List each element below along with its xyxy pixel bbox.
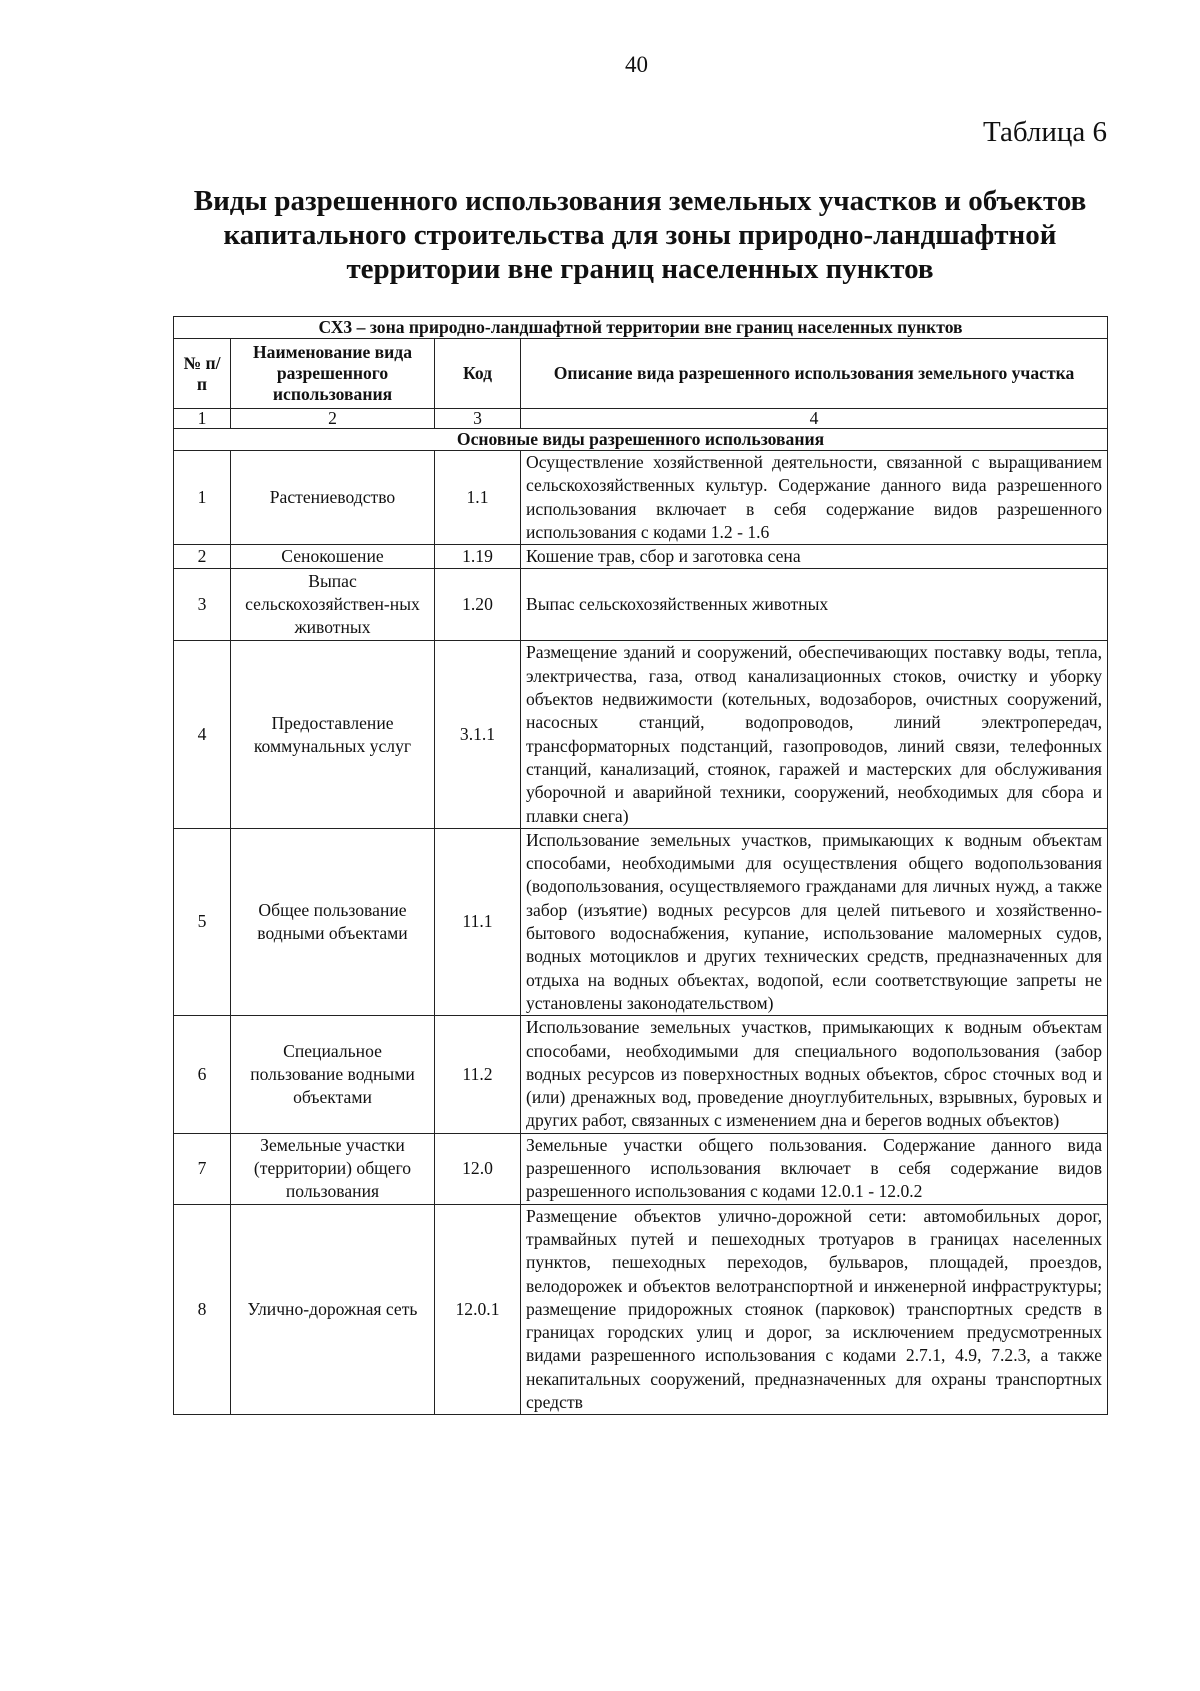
- row-num: 2: [174, 545, 231, 569]
- row-name: Выпас сельскохозяйствен-ных животных: [231, 569, 435, 641]
- row-num: 7: [174, 1133, 231, 1204]
- header-code: Код: [435, 339, 521, 409]
- row-desc: Кошение трав, сбор и заготовка сена: [521, 545, 1108, 569]
- row-name: Предоставление коммунальных услуг: [231, 641, 435, 828]
- row-name: Специальное пользование водными объектами: [231, 1016, 435, 1133]
- row-desc: Размещение зданий и сооружений, обеспечивающих поставку воды, тепла, электричества, газа, отвод канализационных стоков, очистку и уборку объектов недвижимости (котельных, водозаборов, очистных сооружений, насосных станций, водопроводов, линий электропередач, трансформаторных подстанций, газопроводов, линий связи, телефонных станций, канализаций, стоянок, гаражей и мастерских для обслуживания уборочной и аварийной техники, сооружений, необходимых для сбора и плавки снега): [521, 641, 1108, 828]
- row-num: 5: [174, 828, 231, 1015]
- row-desc: Выпас сельскохозяйственных животных: [521, 569, 1108, 641]
- table-row: [174, 1016, 1108, 1133]
- column-number: 1: [174, 409, 231, 429]
- zone-title-row: [174, 317, 1108, 339]
- row-desc: Размещение объектов улично-дорожной сети: автомобильных дорог, трамвайных путей и пешеходных тротуаров в границах населенных пунктов, пешеходных переходов, бульваров, площадей, проездов, велодорожек и объектов велотранспортной и инженерной инфраструктуры; размещение придорожных стоянок (парковок) транспортных средств в границах городских улиц и дорог, за исключением предусмотренных видами разрешенного использования с кодами 2.7.1, 4.9, 7.2.3, а также некапитальных сооружений, предназначенных для охраны транспортных средств: [521, 1204, 1108, 1415]
- row-num: 8: [174, 1204, 231, 1415]
- header-row: [174, 339, 1108, 409]
- row-num: 6: [174, 1016, 231, 1133]
- row-num: 4: [174, 641, 231, 828]
- row-num: 3: [174, 569, 231, 641]
- column-number-row: [174, 409, 1108, 429]
- document-title-line-2: капитального строительства для зоны природно-ландшафтной: [223, 219, 1057, 251]
- column-number: 4: [521, 409, 1108, 429]
- row-code: 12.0.1: [435, 1204, 521, 1415]
- row-name: Земельные участки (территории) общего пользования: [231, 1133, 435, 1204]
- document-title: [150, 184, 1130, 286]
- row-name: Сенокошение: [231, 545, 435, 569]
- table-label: Таблица 6: [982, 116, 1107, 148]
- page-number: 40: [625, 52, 648, 77]
- row-desc: Использование земельных участков, примыкающих к водным объектам способами, необходимыми для специального водопользования (забор водных ресурсов из поверхностных водных объектов, сброс сточных вод и (или) дренажных вод, проведение дноуглубительных, взрывных, буровых и других работ, связанных с изменением дна и берегов водных объектов): [521, 1016, 1108, 1133]
- row-code: 11.2: [435, 1016, 521, 1133]
- table-row: [174, 451, 1108, 545]
- row-code: 3.1.1: [435, 641, 521, 828]
- row-name: Общее пользование водными объектами: [231, 828, 435, 1015]
- row-name: Растениеводство: [231, 451, 435, 545]
- row-code: 11.1: [435, 828, 521, 1015]
- row-code: 1.1: [435, 451, 521, 545]
- header-name: Наименование вида разрешенного использования: [231, 339, 435, 409]
- column-number: 3: [435, 409, 521, 429]
- table-row: [174, 1204, 1108, 1415]
- column-number: 2: [231, 409, 435, 429]
- document-title-line-1: Виды разрешенного использования земельных участков и объектов: [193, 185, 1087, 217]
- header-desc: Описание вида разрешенного использования земельного участка: [521, 339, 1108, 409]
- row-desc: Земельные участки общего пользования. Содержание данного вида разрешенного использования включает в себя содержание видов разрешенного использования с кодами 12.0.1 - 12.0.2: [521, 1133, 1108, 1204]
- table-row: [174, 569, 1108, 641]
- zone-title: СХ3 – зона природно-ландшафтной территории вне границ населенных пунктов: [174, 317, 1108, 339]
- row-desc: Использование земельных участков, примыкающих к водным объектам способами, необходимыми для осуществления общего водопользования (водопользования, осуществляемого гражданами для личных нужд, а также забор (изъятие) водных ресурсов для целей питьевого и хозяйственно-бытового водоснабжения, купание, использование маломерных судов, водных мотоциклов и других технических средств, предназначенных для отдыха на водных объектах, водопой, если соответствующие запреты не установлены законодательством): [521, 828, 1108, 1015]
- row-name: Улично-дорожная сеть: [231, 1204, 435, 1415]
- table-row: [174, 1133, 1108, 1204]
- row-num: 1: [174, 451, 231, 545]
- table-row: [174, 828, 1108, 1015]
- table-row: [174, 641, 1108, 828]
- document-title-line-3: территории вне границ населенных пунктов: [346, 253, 934, 285]
- row-code: 12.0: [435, 1133, 521, 1204]
- table-row: [174, 545, 1108, 569]
- land-use-table: [173, 316, 1108, 1415]
- row-code: 1.20: [435, 569, 521, 641]
- header-num: № п/п: [174, 339, 231, 409]
- row-desc: Осуществление хозяйственной деятельности, связанной с выращиванием сельскохозяйственных культур. Содержание данного вида разрешенного использования включает в себя содержание видов разрешенного использования с кодами 1.2 - 1.6: [521, 451, 1108, 545]
- row-code: 1.19: [435, 545, 521, 569]
- section-title: Основные виды разрешенного использования: [174, 429, 1108, 451]
- section-title-row: [174, 429, 1108, 451]
